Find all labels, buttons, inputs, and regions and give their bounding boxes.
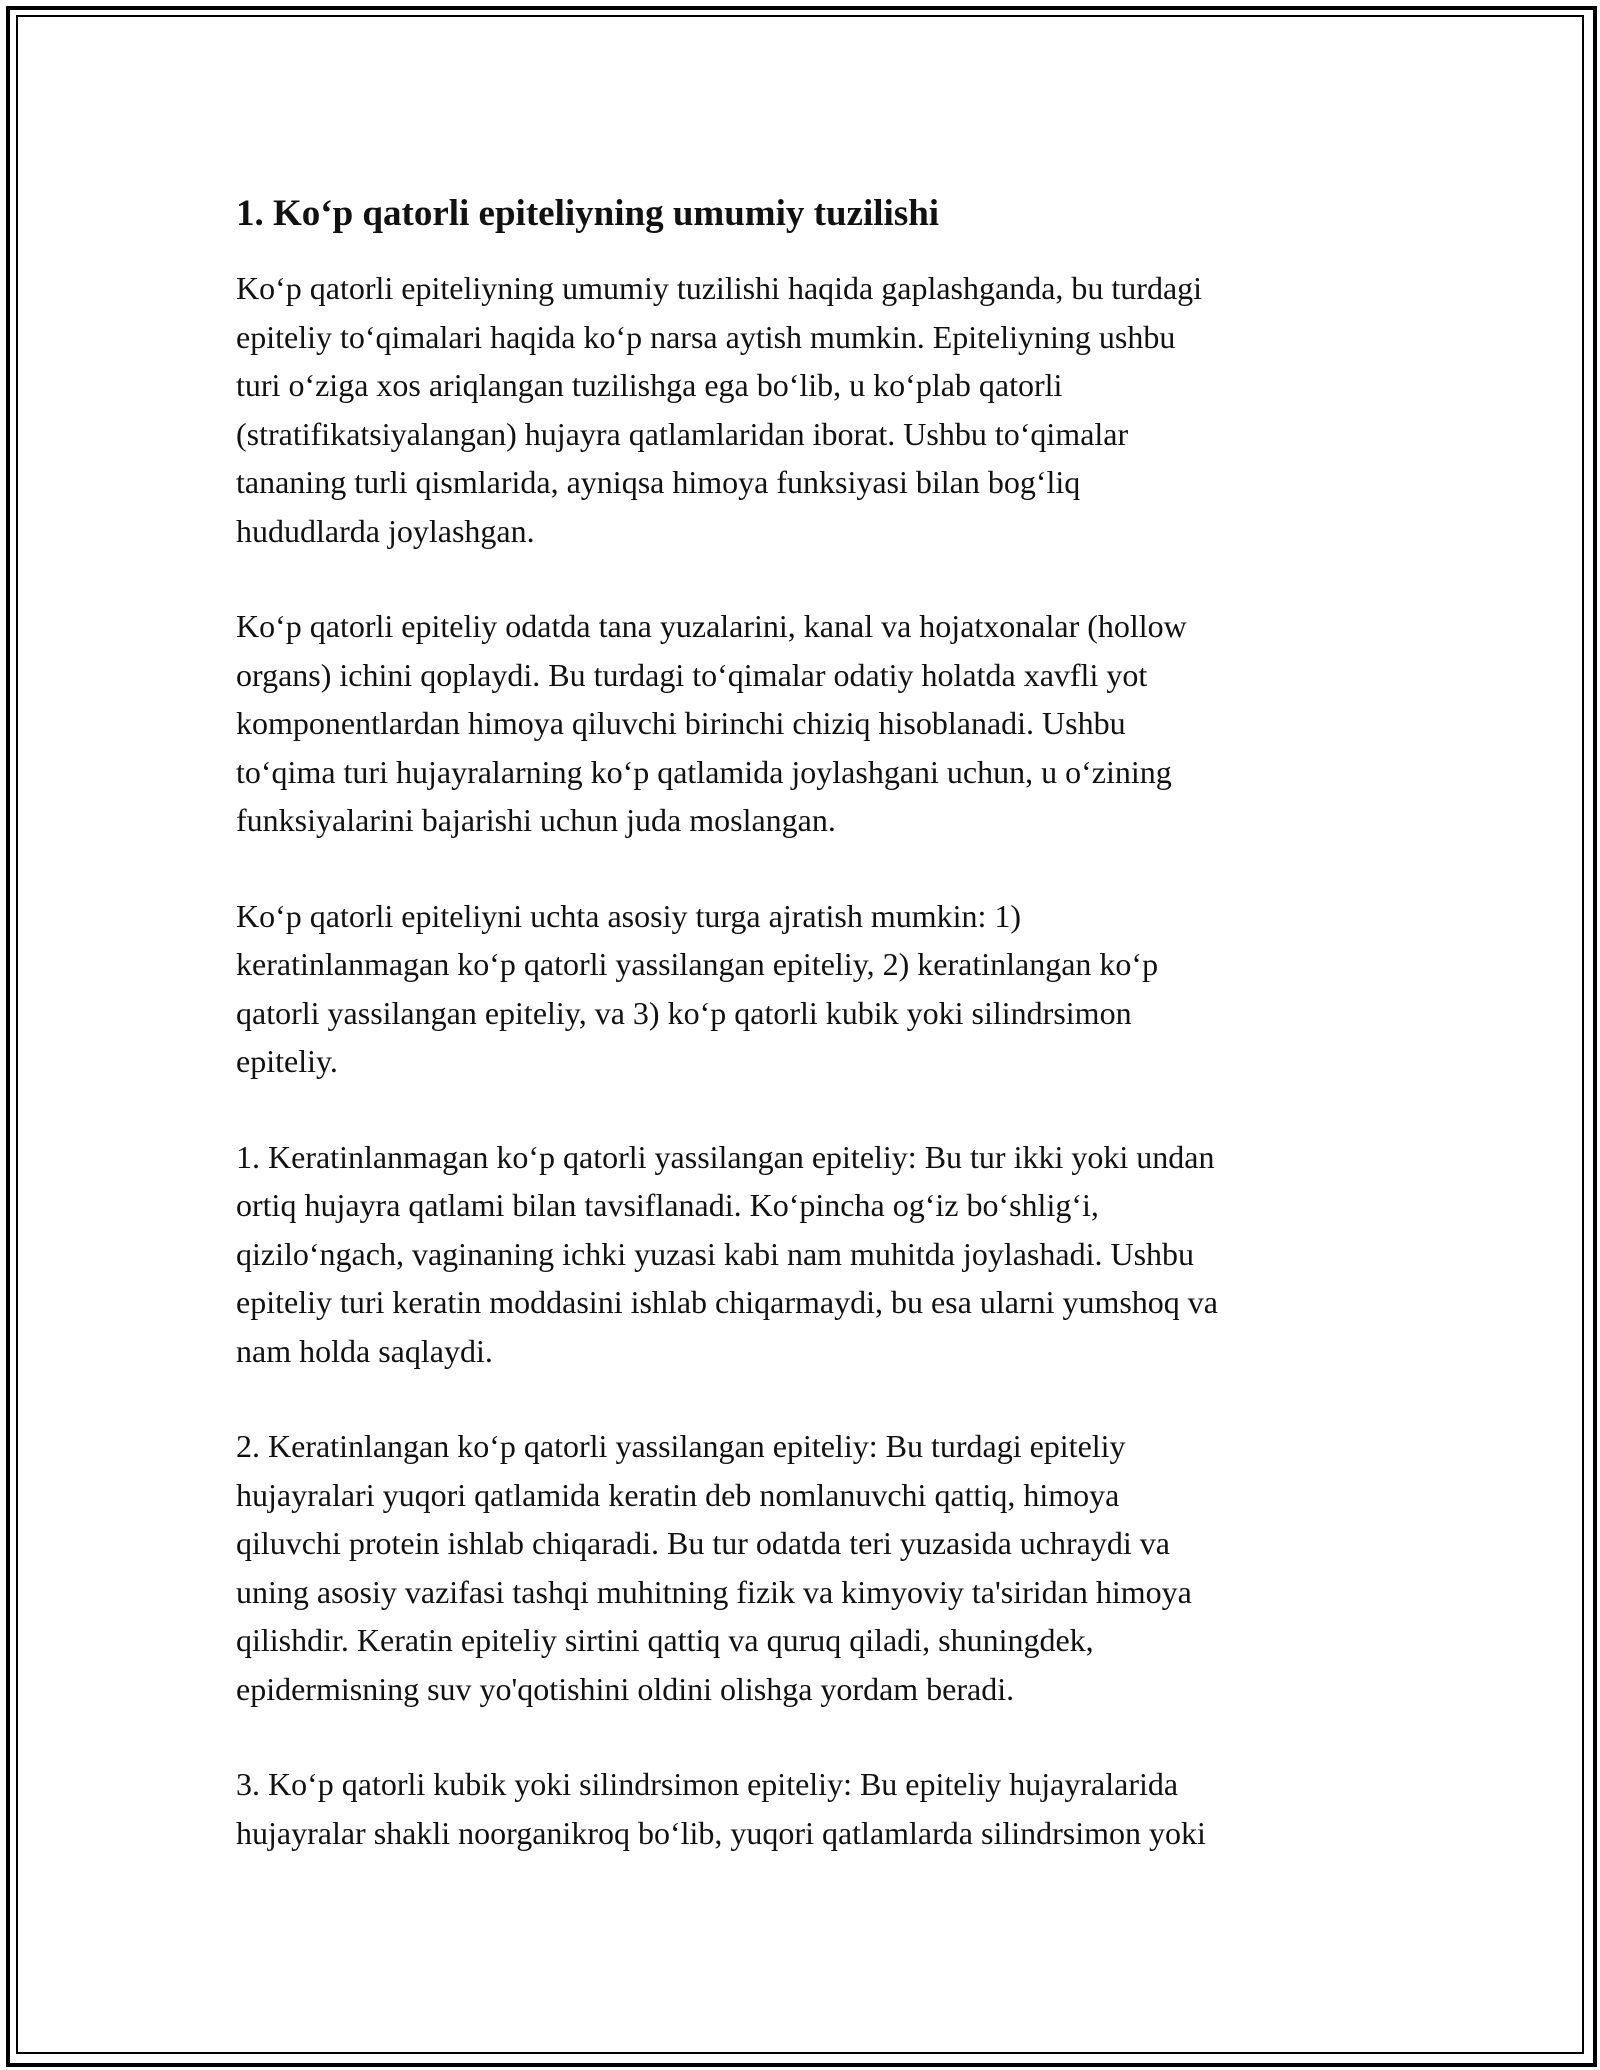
paragraph-location: Ko‘p qatorli epiteliy odatda tana yuzalarini, kanal va hojatxonalar (hollow organs) ichini qoplaydi. Bu turdagi to‘qimalar odatiy holatda xavfli yot komponentlardan himoya qiluvchi birinchi chiziq hisoblanadi. Ushbu to‘qima turi hujayralarning ko‘p qatlamida joylashgani uchun, u o‘zining funksiyalarini bajarishi uchun juda moslangan. — [236, 608, 1187, 838]
section-heading: 1. Ko‘p qatorli epiteliyning umumiy tuzilishi — [236, 193, 940, 234]
paragraph-type-2: 2. Keratinlangan ko‘p qatorli yassilangan epiteliy: Bu turdagi epiteliy hujayralari yuqori qatlamida keratin deb nomlanuvchi qattiq, himoya qiluvchi protein ishlab chiqaradi. Bu tur odatda teri yuzasida uchraydi va uning asosiy vazifasi tashqi muhitning fizik va kimyoviy ta'siridan himoya qilishdir. Keratin epiteliy sirtini qattiq va quruq qiladi, shuningdek, epidermisning suv yo'qotishini oldini olishga yordam beradi. — [236, 1428, 1192, 1707]
paragraph-intro: Ko‘p qatorli epiteliyning umumiy tuzilishi haqida gaplashganda, bu turdagi epiteliy to‘qimalari haqida ko‘p narsa aytish mumkin. Epiteliyning ushbu turi o‘ziga xos ariqlangan tuzilishga ega bo‘lib, u ko‘plab qatorli (stratifikatsiyalangan) hujayra qatlamlaridan iborat. Ushbu to‘qimalar tananing turli qismlarida, ayniqsa himoya funksiyasi bilan bog‘liq hududlarda joylashgan. — [236, 270, 1203, 549]
paragraph-types-overview: Ko‘p qatorli epiteliyni uchta asosiy turga ajratish mumkin: 1) keratinlanmagan ko‘p qatorli yassilangan epiteliy, 2) keratinlangan ko‘p qatorli yassilangan epiteliy, va 3) ko‘p qatorli kubik yoki silindrsimon epiteliy. — [236, 897, 1159, 1079]
document-body — [236, 190, 1372, 1904]
paragraph-type-3: 3. Ko‘p qatorli kubik yoki silindrsimon epiteliy: Bu epiteliy hujayralarida hujayralar shakli noorganikroq bo‘lib, yuqori qatlamlarda silindrsimon yoki — [236, 1766, 1206, 1851]
paragraph-type-1: 1. Keratinlanmagan ko‘p qatorli yassilangan epiteliy: Bu tur ikki yoki undan ortiq hujayra qatlami bilan tavsiflanadi. Ko‘pincha og‘iz bo‘shlig‘i, qizilo‘ngach, vaginaning ichki yuzasi kabi nam muhitda joylashadi. Ushbu epiteliy turi keratin moddasini ishlab chiqarmaydi, bu esa ularni yumshoq va nam holda saqlaydi. — [236, 1138, 1218, 1369]
